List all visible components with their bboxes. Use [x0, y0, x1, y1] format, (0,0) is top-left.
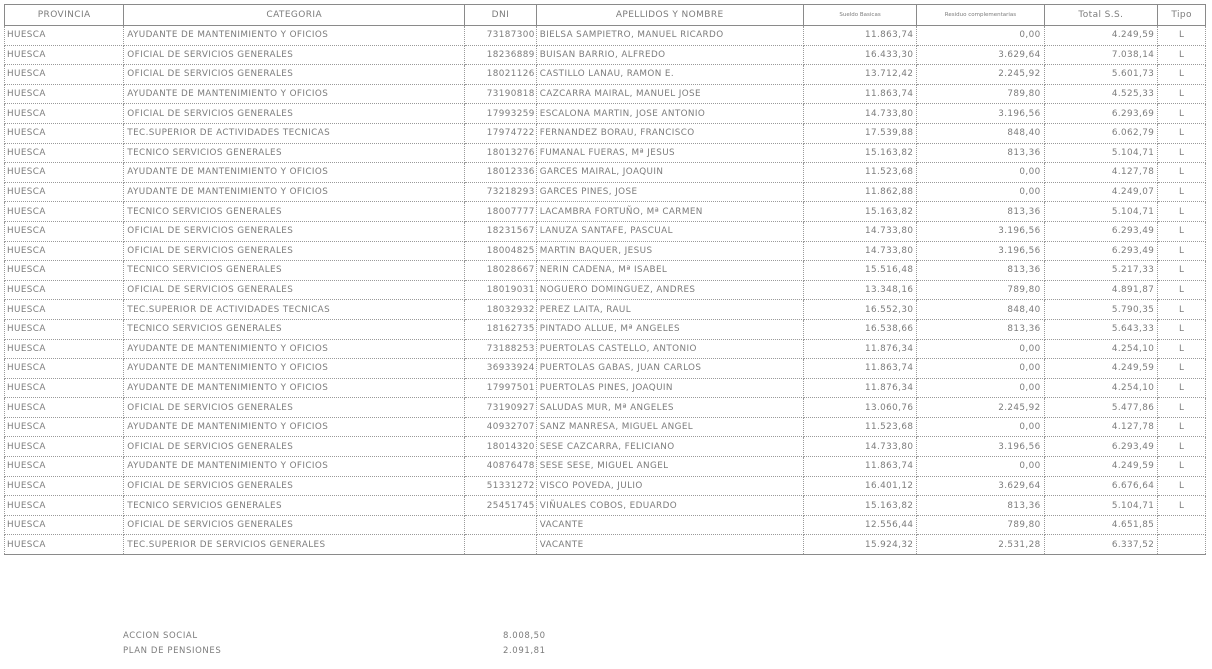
categoria-cell: TEC.SUPERIOR DE SERVICIOS GENERALES [124, 535, 465, 555]
total-ss-cell: 5.601,73 [1044, 65, 1158, 85]
residuo-cell: 0,00 [917, 359, 1044, 379]
tipo-cell: L [1158, 261, 1206, 281]
total-ss-cell: 4.127,78 [1044, 417, 1158, 437]
provincia-cell: HUESCA [5, 319, 124, 339]
total-ss-cell: 5.104,71 [1044, 143, 1158, 163]
total-ss-cell: 5.790,35 [1044, 300, 1158, 320]
total-ss-cell: 4.249,07 [1044, 182, 1158, 202]
table-row [5, 26, 1206, 46]
sueldo-cell: 15.924,32 [803, 535, 917, 555]
residuo-cell: 3.629,64 [917, 476, 1044, 496]
summary-label: ACCION SOCIAL [123, 630, 198, 641]
nombre-cell: SALUDAS MUR, Mª ANGELES [536, 398, 803, 418]
categoria-cell: OFICIAL DE SERVICIOS GENERALES [124, 45, 465, 65]
header-row [5, 5, 1206, 26]
nombre-cell: LACAMBRA FORTUÑO, Mª CARMEN [536, 202, 803, 222]
categoria-cell: AYUDANTE DE MANTENIMIENTO Y OFICIOS [124, 417, 465, 437]
provincia-cell: HUESCA [5, 65, 124, 85]
categoria-cell: AYUDANTE DE MANTENIMIENTO Y OFICIOS [124, 26, 465, 46]
nombre-cell: NERIN CADENA, Mª ISABEL [536, 261, 803, 281]
categoria-cell: TECNICO SERVICIOS GENERALES [124, 202, 465, 222]
nombre-cell: SESE CAZCARRA, FELICIANO [536, 437, 803, 457]
residuo-cell: 3.196,56 [917, 104, 1044, 124]
table-body [5, 26, 1206, 555]
summary-value: 8.008,50 [503, 630, 546, 641]
categoria-cell: OFICIAL DE SERVICIOS GENERALES [124, 65, 465, 85]
residuo-cell: 0,00 [917, 339, 1044, 359]
nombre-cell: VIÑUALES COBOS, EDUARDO [536, 496, 803, 516]
total-ss-cell: 6.293,69 [1044, 104, 1158, 124]
total-ss-cell: 6.062,79 [1044, 123, 1158, 143]
total-ss-cell: 5.643,33 [1044, 319, 1158, 339]
dni-cell: 17974722 [465, 123, 537, 143]
table-row [5, 221, 1206, 241]
dni-cell: 40876478 [465, 457, 537, 477]
total-ss-cell: 6.293,49 [1044, 241, 1158, 261]
residuo-cell: 848,40 [917, 123, 1044, 143]
sueldo-cell: 12.556,44 [803, 515, 917, 535]
categoria-cell: AYUDANTE DE MANTENIMIENTO Y OFICIOS [124, 84, 465, 104]
nombre-cell: VACANTE [536, 515, 803, 535]
residuo-cell: 813,36 [917, 202, 1044, 222]
total-ss-cell: 4.651,85 [1044, 515, 1158, 535]
sueldo-cell: 13.712,42 [803, 65, 917, 85]
provincia-cell: HUESCA [5, 202, 124, 222]
tipo-cell [1158, 535, 1206, 555]
tipo-cell: L [1158, 143, 1206, 163]
sueldo-cell: 11.523,68 [803, 163, 917, 183]
residuo-cell: 2.245,92 [917, 65, 1044, 85]
dni-cell: 18028667 [465, 261, 537, 281]
dni-cell: 18012336 [465, 163, 537, 183]
dni-cell: 36933924 [465, 359, 537, 379]
table-row [5, 339, 1206, 359]
table-row [5, 84, 1206, 104]
residuo-cell: 848,40 [917, 300, 1044, 320]
total-ss-cell: 4.249,59 [1044, 359, 1158, 379]
residuo-cell: 0,00 [917, 182, 1044, 202]
dni-cell: 18019031 [465, 280, 537, 300]
residuo-cell: 2.531,28 [917, 535, 1044, 555]
tipo-cell: L [1158, 457, 1206, 477]
sueldo-cell: 16.433,30 [803, 45, 917, 65]
nombre-cell: CASTILLO LANAU, RAMON E. [536, 65, 803, 85]
total-ss-cell: 4.891,87 [1044, 280, 1158, 300]
summary-label: PLAN DE PENSIONES [123, 645, 222, 656]
residuo-cell: 3.196,56 [917, 221, 1044, 241]
table-row [5, 417, 1206, 437]
categoria-cell: AYUDANTE DE MANTENIMIENTO Y OFICIOS [124, 378, 465, 398]
dni-cell: 73188253 [465, 339, 537, 359]
categoria-cell: TEC.SUPERIOR DE ACTIVIDADES TECNICAS [124, 300, 465, 320]
nombre-cell: GARCES MAIRAL, JOAQUIN [536, 163, 803, 183]
sueldo-cell: 13.060,76 [803, 398, 917, 418]
dni-cell [465, 535, 537, 555]
sueldo-cell: 16.538,66 [803, 319, 917, 339]
sueldo-cell: 11.863,74 [803, 84, 917, 104]
table-row [5, 182, 1206, 202]
table-row [5, 45, 1206, 65]
sueldo-cell: 15.163,82 [803, 143, 917, 163]
tipo-cell: L [1158, 84, 1206, 104]
tipo-cell: L [1158, 65, 1206, 85]
col-header-residuo-complementarias: Residuo complementarias [917, 5, 1044, 26]
provincia-cell: HUESCA [5, 26, 124, 46]
sueldo-cell: 11.863,74 [803, 457, 917, 477]
tipo-cell: L [1158, 221, 1206, 241]
residuo-cell: 3.629,64 [917, 45, 1044, 65]
dni-cell: 73218293 [465, 182, 537, 202]
sueldo-cell: 11.862,88 [803, 182, 917, 202]
residuo-cell: 0,00 [917, 26, 1044, 46]
dni-cell: 18013276 [465, 143, 537, 163]
dni-cell: 73190818 [465, 84, 537, 104]
sueldo-cell: 15.516,48 [803, 261, 917, 281]
total-ss-cell: 5.104,71 [1044, 496, 1158, 516]
sueldo-cell: 16.552,30 [803, 300, 917, 320]
categoria-cell: OFICIAL DE SERVICIOS GENERALES [124, 476, 465, 496]
total-ss-cell: 6.293,49 [1044, 437, 1158, 457]
table-row [5, 359, 1206, 379]
categoria-cell: TECNICO SERVICIOS GENERALES [124, 496, 465, 516]
tipo-cell: L [1158, 26, 1206, 46]
table-row [5, 241, 1206, 261]
tipo-cell: L [1158, 476, 1206, 496]
tipo-cell: L [1158, 280, 1206, 300]
residuo-cell: 813,36 [917, 496, 1044, 516]
categoria-cell: TECNICO SERVICIOS GENERALES [124, 261, 465, 281]
spreadsheet [4, 4, 1206, 555]
sueldo-cell: 13.348,16 [803, 280, 917, 300]
tipo-cell: L [1158, 241, 1206, 261]
nombre-cell: NOGUERO DOMINGUEZ, ANDRES [536, 280, 803, 300]
dni-cell: 73187300 [465, 26, 537, 46]
tipo-cell: L [1158, 182, 1206, 202]
dni-cell: 18032932 [465, 300, 537, 320]
nombre-cell: FERNANDEZ BORAU, FRANCISCO [536, 123, 803, 143]
nombre-cell: BUISAN BARRIO, ALFREDO [536, 45, 803, 65]
provincia-cell: HUESCA [5, 457, 124, 477]
residuo-cell: 0,00 [917, 163, 1044, 183]
nombre-cell: CAZCARRA MAIRAL, MANUEL JOSE [536, 84, 803, 104]
tipo-cell: L [1158, 319, 1206, 339]
nombre-cell: SANZ MANRESA, MIGUEL ANGEL [536, 417, 803, 437]
sueldo-cell: 15.163,82 [803, 202, 917, 222]
sueldo-cell: 17.539,88 [803, 123, 917, 143]
dni-cell: 73190927 [465, 398, 537, 418]
tipo-cell: L [1158, 123, 1206, 143]
personnel-table [4, 4, 1206, 555]
sueldo-cell: 11.876,34 [803, 339, 917, 359]
tipo-cell: L [1158, 496, 1206, 516]
nombre-cell: VISCO POVEDA, JULIO [536, 476, 803, 496]
total-ss-cell: 6.676,64 [1044, 476, 1158, 496]
total-ss-cell: 4.127,78 [1044, 163, 1158, 183]
tipo-cell: L [1158, 359, 1206, 379]
categoria-cell: OFICIAL DE SERVICIOS GENERALES [124, 280, 465, 300]
provincia-cell: HUESCA [5, 84, 124, 104]
provincia-cell: HUESCA [5, 163, 124, 183]
provincia-cell: HUESCA [5, 45, 124, 65]
tipo-cell: L [1158, 437, 1206, 457]
tipo-cell: L [1158, 163, 1206, 183]
sueldo-cell: 14.733,80 [803, 437, 917, 457]
table-row [5, 496, 1206, 516]
table-row [5, 319, 1206, 339]
table-row [5, 378, 1206, 398]
categoria-cell: AYUDANTE DE MANTENIMIENTO Y OFICIOS [124, 163, 465, 183]
residuo-cell: 3.196,56 [917, 437, 1044, 457]
categoria-cell: OFICIAL DE SERVICIOS GENERALES [124, 104, 465, 124]
categoria-cell: AYUDANTE DE MANTENIMIENTO Y OFICIOS [124, 457, 465, 477]
table-row [5, 280, 1206, 300]
table-row [5, 65, 1206, 85]
dni-cell: 25451745 [465, 496, 537, 516]
provincia-cell: HUESCA [5, 535, 124, 555]
table-row [5, 398, 1206, 418]
provincia-cell: HUESCA [5, 123, 124, 143]
provincia-cell: HUESCA [5, 104, 124, 124]
table-row [5, 457, 1206, 477]
provincia-cell: HUESCA [5, 280, 124, 300]
provincia-cell: HUESCA [5, 515, 124, 535]
col-header-categoria: CATEGORIA [124, 5, 465, 26]
provincia-cell: HUESCA [5, 496, 124, 516]
residuo-cell: 3.196,56 [917, 241, 1044, 261]
sueldo-cell: 11.876,34 [803, 378, 917, 398]
dni-cell: 18014320 [465, 437, 537, 457]
tipo-cell: L [1158, 300, 1206, 320]
tipo-cell: L [1158, 45, 1206, 65]
categoria-cell: TECNICO SERVICIOS GENERALES [124, 143, 465, 163]
residuo-cell: 0,00 [917, 457, 1044, 477]
summary-row-accion-social [123, 628, 563, 643]
table-row [5, 123, 1206, 143]
nombre-cell: GARCES PINES, JOSE [536, 182, 803, 202]
total-ss-cell: 6.293,49 [1044, 221, 1158, 241]
dni-cell: 17997501 [465, 378, 537, 398]
nombre-cell: PUERTOLAS GABAS, JUAN CARLOS [536, 359, 803, 379]
table-row [5, 535, 1206, 555]
sueldo-cell: 11.523,68 [803, 417, 917, 437]
total-ss-cell: 4.254,10 [1044, 339, 1158, 359]
table-row [5, 202, 1206, 222]
provincia-cell: HUESCA [5, 143, 124, 163]
nombre-cell: BIELSA SAMPIETRO, MANUEL RICARDO [536, 26, 803, 46]
residuo-cell: 0,00 [917, 417, 1044, 437]
dni-cell: 18231567 [465, 221, 537, 241]
summary-row-plan-pensiones [123, 643, 563, 658]
tipo-cell: L [1158, 104, 1206, 124]
dni-cell: 18007777 [465, 202, 537, 222]
col-header-sueldo-basicas: Sueldo Basicas [803, 5, 917, 26]
provincia-cell: HUESCA [5, 417, 124, 437]
categoria-cell: OFICIAL DE SERVICIOS GENERALES [124, 221, 465, 241]
tipo-cell: L [1158, 398, 1206, 418]
table-row [5, 515, 1206, 535]
provincia-cell: HUESCA [5, 261, 124, 281]
table-row [5, 476, 1206, 496]
nombre-cell: LANUZA SANTAFE, PASCUAL [536, 221, 803, 241]
table-row [5, 104, 1206, 124]
total-ss-cell: 4.254,10 [1044, 378, 1158, 398]
tipo-cell: L [1158, 339, 1206, 359]
dni-cell: 18162735 [465, 319, 537, 339]
residuo-cell: 813,36 [917, 143, 1044, 163]
table-row [5, 143, 1206, 163]
nombre-cell: MARTIN BAQUER, JESUS [536, 241, 803, 261]
total-ss-cell: 5.217,33 [1044, 261, 1158, 281]
categoria-cell: AYUDANTE DE MANTENIMIENTO Y OFICIOS [124, 182, 465, 202]
total-ss-cell: 4.249,59 [1044, 457, 1158, 477]
table-row [5, 163, 1206, 183]
nombre-cell: PUERTOLAS CASTELLO, ANTONIO [536, 339, 803, 359]
dni-cell: 18236889 [465, 45, 537, 65]
dni-cell [465, 515, 537, 535]
dni-cell: 40932707 [465, 417, 537, 437]
categoria-cell: OFICIAL DE SERVICIOS GENERALES [124, 241, 465, 261]
summary-value: 2.091,81 [503, 645, 546, 656]
col-header-apellidos-nombre: APELLIDOS Y NOMBRE [536, 5, 803, 26]
total-ss-cell: 4.525,33 [1044, 84, 1158, 104]
col-header-tipo: Tipo [1158, 5, 1206, 26]
total-ss-cell: 7.038,14 [1044, 45, 1158, 65]
residuo-cell: 0,00 [917, 378, 1044, 398]
categoria-cell: TECNICO SERVICIOS GENERALES [124, 319, 465, 339]
categoria-cell: TEC.SUPERIOR DE ACTIVIDADES TECNICAS [124, 123, 465, 143]
categoria-cell: AYUDANTE DE MANTENIMIENTO Y OFICIOS [124, 359, 465, 379]
nombre-cell: VACANTE [536, 535, 803, 555]
provincia-cell: HUESCA [5, 476, 124, 496]
dni-cell: 51331272 [465, 476, 537, 496]
provincia-cell: HUESCA [5, 182, 124, 202]
categoria-cell: AYUDANTE DE MANTENIMIENTO Y OFICIOS [124, 339, 465, 359]
provincia-cell: HUESCA [5, 221, 124, 241]
residuo-cell: 813,36 [917, 319, 1044, 339]
provincia-cell: HUESCA [5, 398, 124, 418]
dni-cell: 17993259 [465, 104, 537, 124]
dni-cell: 18004825 [465, 241, 537, 261]
table-row [5, 261, 1206, 281]
summary-section [123, 628, 563, 658]
nombre-cell: PEREZ LAITA, RAUL [536, 300, 803, 320]
sueldo-cell: 16.401,12 [803, 476, 917, 496]
col-header-total-ss: Total S.S. [1044, 5, 1158, 26]
total-ss-cell: 5.477,86 [1044, 398, 1158, 418]
tipo-cell: L [1158, 378, 1206, 398]
dni-cell: 18021126 [465, 65, 537, 85]
provincia-cell: HUESCA [5, 437, 124, 457]
sueldo-cell: 15.163,82 [803, 496, 917, 516]
total-ss-cell: 5.104,71 [1044, 202, 1158, 222]
col-header-provincia: PROVINCIA [5, 5, 124, 26]
nombre-cell: ESCALONA MARTIN, JOSE ANTONIO [536, 104, 803, 124]
tipo-cell [1158, 515, 1206, 535]
nombre-cell: SESE SESE, MIGUEL ANGEL [536, 457, 803, 477]
nombre-cell: FUMANAL FUERAS, Mª JESUS [536, 143, 803, 163]
table-row [5, 437, 1206, 457]
residuo-cell: 813,36 [917, 261, 1044, 281]
residuo-cell: 789,80 [917, 84, 1044, 104]
categoria-cell: OFICIAL DE SERVICIOS GENERALES [124, 398, 465, 418]
table-row [5, 300, 1206, 320]
categoria-cell: OFICIAL DE SERVICIOS GENERALES [124, 515, 465, 535]
provincia-cell: HUESCA [5, 241, 124, 261]
col-header-dni: DNI [465, 5, 537, 26]
residuo-cell: 2.245,92 [917, 398, 1044, 418]
nombre-cell: PUERTOLAS PINES, JOAQUIN [536, 378, 803, 398]
categoria-cell: OFICIAL DE SERVICIOS GENERALES [124, 437, 465, 457]
provincia-cell: HUESCA [5, 378, 124, 398]
tipo-cell: L [1158, 202, 1206, 222]
provincia-cell: HUESCA [5, 300, 124, 320]
provincia-cell: HUESCA [5, 339, 124, 359]
sueldo-cell: 14.733,80 [803, 104, 917, 124]
provincia-cell: HUESCA [5, 359, 124, 379]
residuo-cell: 789,80 [917, 515, 1044, 535]
total-ss-cell: 6.337,52 [1044, 535, 1158, 555]
sueldo-cell: 14.733,80 [803, 241, 917, 261]
residuo-cell: 789,80 [917, 280, 1044, 300]
sueldo-cell: 11.863,74 [803, 359, 917, 379]
nombre-cell: PINTADO ALLUE, Mª ANGELES [536, 319, 803, 339]
sueldo-cell: 11.863,74 [803, 26, 917, 46]
total-ss-cell: 4.249,59 [1044, 26, 1158, 46]
sueldo-cell: 14.733,80 [803, 221, 917, 241]
tipo-cell: L [1158, 417, 1206, 437]
